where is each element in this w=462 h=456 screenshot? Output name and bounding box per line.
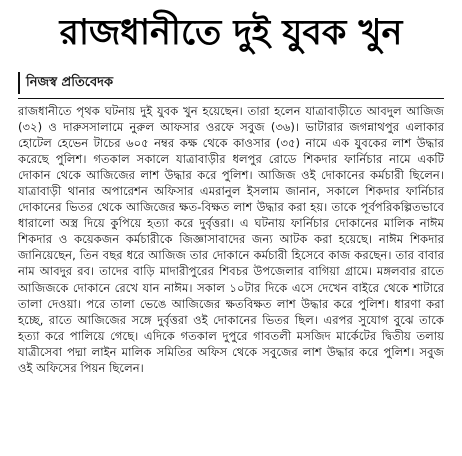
article-paragraph: রাজধানীতে পৃথক ঘটনায় দুই যুবক খুন হয়েছেন। তারা হলেন যাত্রাবাড়ীতে আবদুল আজিজ (৩২) ও দারুসসালামে নুরুল আফসার ওরফে সবুজ (৩৬)। ভাটারার জগন্নাথপুর এলাকার হোটেল হেভেন টাচের ৬০৫ নম্বর কক্ষ থেকে কাওসার (৩৫) নামে এক যুবকের লাশ উদ্ধার করেছে পুলিশ। গতকাল সকালে যাত্রাবাড়ীর ধলপুর রোডে শিকদার ফার্নিচার নামে একটি দোকান থেকে আজিজের লাশ উদ্ধার করে পুলিশ। আজিজ ওই দোকানের কর্মচারী ছিলেন। যাত্রাবাড়ী থানার অপারেশন অফিসার এমরানুল ইসলাম জানান, সকালে শিকদার ফার্নিচার দোকানের ভিতর থেকে আজিজের ক্ষত-বিক্ষত লাশ উদ্ধার করা হয়। তাকে পূর্বপরিকল্পিতভাবে ধারালো অস্ত্র দিয়ে কুপিয়ে হত্যা করে দুর্বৃত্তরা। এ ঘটনায় ফার্নিচার দোকানের মালিক নাঈম শিকদার ও কয়েকজন কর্মচারীকে জিজ্ঞাসাবাদের জন্য আটক করা হয়েছে। নাঈম শিকদার জানিয়েছেন, তিন বছর ধরে আজিজ তার দোকানে কর্মচারী হিসেবে কাজ করছেন। তার বাবার নাম আবদুর রব। তাদের বাড়ি মাদারীপুরের শিবচর উপজেলার বাগিয়া গ্রামে। মঙ্গলবার রাতে আজিজকে দোকানে রেখে যান নাঈম। সকাল ১০টার দিকে এসে দেখেন বাইরে থেকে শাটারে তালা দেওয়া। পরে তালা ভেঙে আজিজের ক্ষতবিক্ষত লাশ উদ্ধার করে পুলিশ। ধারণা করা হচ্ছে, রাতে আজিজের সঙ্গে দুর্বৃত্তরা ওই দোকানের ভিতর ছিল। এরপর সুযোগ বুঝে তাকে হত্যা করে পালিয়ে গেছে। এদিকে গতকাল দুপুরে গাবতলী মসজিদ মার্কেটের দ্বিতীয় তলায় যাত্রীসেবা পদ্মা লাইন মালিক সমিতির অফিস থেকে সবুজের লাশ উদ্ধার করে পুলিশ। সবুজ ওই অফিসের পিয়ন ছিলেন।: [18, 104, 444, 375]
article-headline: রাজধানীতে দুই যুবক খুন: [59, 13, 403, 53]
article-body: [18, 103, 444, 376]
byline-row: [18, 70, 444, 99]
byline-bar: [18, 72, 20, 94]
article-byline: নিজস্ব প্রতিবেদক: [26, 75, 114, 90]
